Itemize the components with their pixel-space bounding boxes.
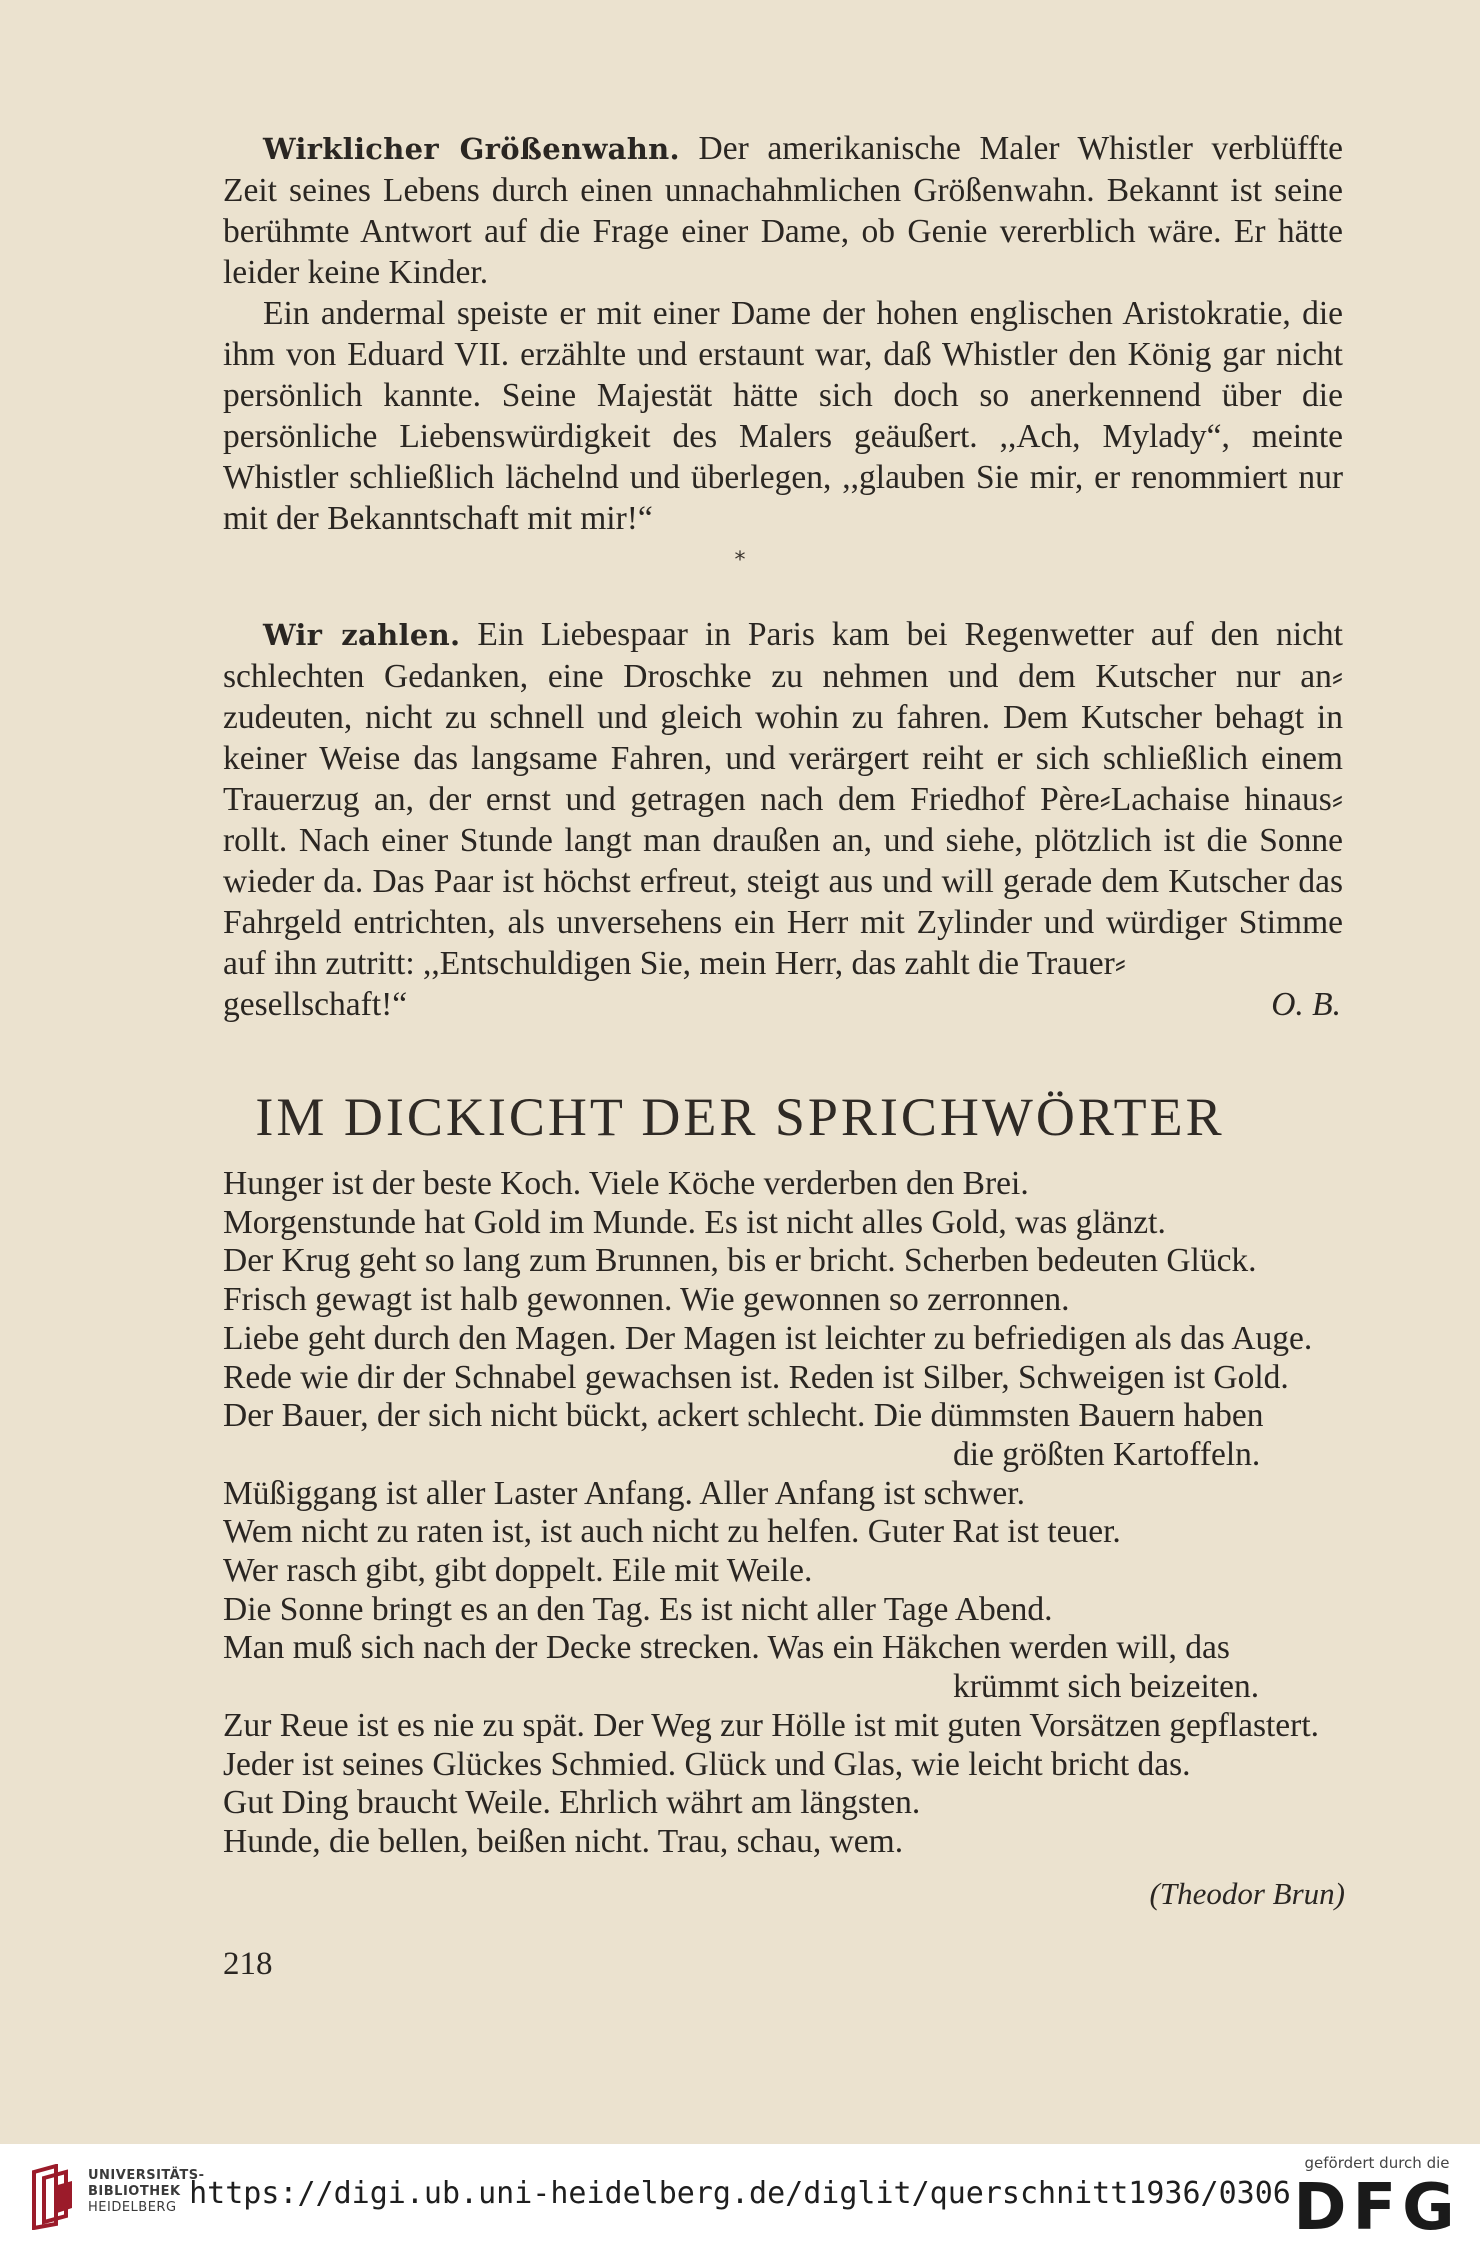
paragraph: Ein andermal speiste er mit einer Dame der hohen englischen Aristokratie, die ihm von Eduard VII. erzählte und erstaunt war, daß Whistler den König gar nicht persönlich kannte. Seine Majestät hätte sich doch so anerkennend über die persönliche Liebenswürdigkeit des Malers geäußert. ,,Ach, Mylady“, meinte Whistler schließlich lächelnd und überlegen, ,,glauben Sie mir, er renommiert nur mit der Bekanntschaft mit mir!“ [223,295,1343,537]
article-heading: Wirklicher Größenwahn. [263,132,680,166]
permalink-url[interactable]: https://digi.ub.uni-heidelberg.de/diglit/querschnitt1936/0306 [189,2176,1291,2211]
author-initials: O. B. [1271,986,1341,1023]
paragraph-text: Der amerikanische Maler Whistler verblüffte Zeit seines Lebens durch einen unnachahmlichen Größenwahn. Bekannt ist seine berühmte Antwort auf die Frage einer Dame, ob Genie vererblich wäre. Er hätte leider keine Kinder. [223,130,1343,291]
proverb-line: Jeder ist seines Glückes Schmied. Glück und Glas, wie leicht bricht das. [223,1745,1191,1783]
paragraph [223,614,1343,984]
proverb-line: Hunde, die bellen, beißen nicht. Trau, schau, wem. [223,1822,904,1860]
proverb-line: Gut Ding braucht Weile. Ehrlich währt am längsten. [223,1784,921,1822]
footer-bar [0,2144,1480,2256]
paragraph-last-line [223,984,1343,1025]
paragraph-text-end: gesellschaft!“ [223,986,408,1023]
article-heading: Wir zahlen. [263,618,461,652]
proverb-line: Die Sonne bringt es an den Tag. Es ist nicht aller Tage Abend. [223,1590,1053,1628]
proverb-line: Hunger ist der beste Koch. Viele Köche verderben den Brei. [223,1165,1029,1202]
proverb-line: Müßiggang ist aller Laster Anfang. Aller Anfang ist schwer. [223,1474,1025,1512]
proverb-line: Der Krug geht so lang zum Brunnen, bis er bricht. Scherben bedeuten Glück. [223,1242,1257,1280]
proverb-line-continuation: die größten Kartoffeln. [953,1435,1261,1473]
proverb-line-continuation: krümmt sich beizeiten. [953,1668,1260,1706]
proverb-line: Liebe geht durch den Magen. Der Magen ist leichter zu befriedigen als das Auge. [223,1319,1313,1357]
proverb-line: Man muß sich nach der Decke strecken. Was ein Häkchen werden will, das [223,1629,1230,1667]
funder-block [1292,2154,1462,2244]
author-credit: (Theodor Brun) [1149,1876,1345,1911]
proverb-line: Der Bauer, der sich nicht bückt, ackert schlecht. Die dümmsten Bauern haben [223,1397,1264,1435]
article-wir-zahlen [223,614,1343,1025]
library-name-line: UNIVERSITÄTS- [88,2168,205,2183]
funder-note: gefördert durch die [1304,2154,1450,2172]
proverb-line: Morgenstunde hat Gold im Munde. Es ist nicht alles Gold, was glänzt. [223,1203,1166,1241]
proverb-line: Wem nicht zu raten ist, ist auch nicht zu helfen. Guter Rat ist teuer. [223,1513,1121,1551]
article-whistler [223,128,1343,539]
dfg-logo[interactable]: DFG [1293,2171,1461,2245]
proverb-line: Wer rasch gibt, gibt doppelt. Eile mit Weile. [223,1552,813,1590]
library-name-line: BIBLIOTHEK [88,2184,181,2199]
proverb-line: Zur Reue ist es nie zu spät. Der Weg zur Hölle ist mit guten Vorsätzen gepflastert. [223,1706,1320,1744]
paragraph-text: Ein Liebespaar in Paris kam bei Regenwetter auf den nicht schlechten Gedanken, eine Droschke zu nehmen und dem Kutscher nur an⸗zudeuten, nicht zu schnell und gleich wohin zu fahren. Dem Kutscher behagt in keiner Weise das langsame Fahren, und verärgert reiht er sich schließlich einem Trauerzug an, der ernst und getragen nach dem Friedhof Père⸗Lachaise hinaus⸗rollt. Nach einer Stunde langt man draußen an, und siehe, plötzlich ist die Sonne wieder da. Das Paar ist höchst erfreut, steigt aus und will gerade dem Kutscher das Fahrgeld entrichten, als unversehens ein Herr mit Zylinder und würdiger Stimme auf ihn zutritt: ,,Entschuldigen Sie, mein Herr, das zahlt die Trauer⸗ [223,616,1343,982]
library-name-line: HEIDELBERG [88,2200,177,2215]
paragraph [223,128,1343,293]
proverb-line: Rede wie dir der Schnabel gewachsen ist. Reden ist Silber, Schweigen ist Gold. [223,1358,1289,1396]
proverb-line: Frisch gewagt ist halb gewonnen. Wie gewonnen so zerronnen. [223,1281,1070,1319]
section-separator: * [734,548,746,573]
proverb-list [223,1165,1343,1862]
section-title: IM DICKICHT DER SPRICHWÖRTER [255,1087,1225,1147]
page-number: 218 [223,1946,273,1982]
